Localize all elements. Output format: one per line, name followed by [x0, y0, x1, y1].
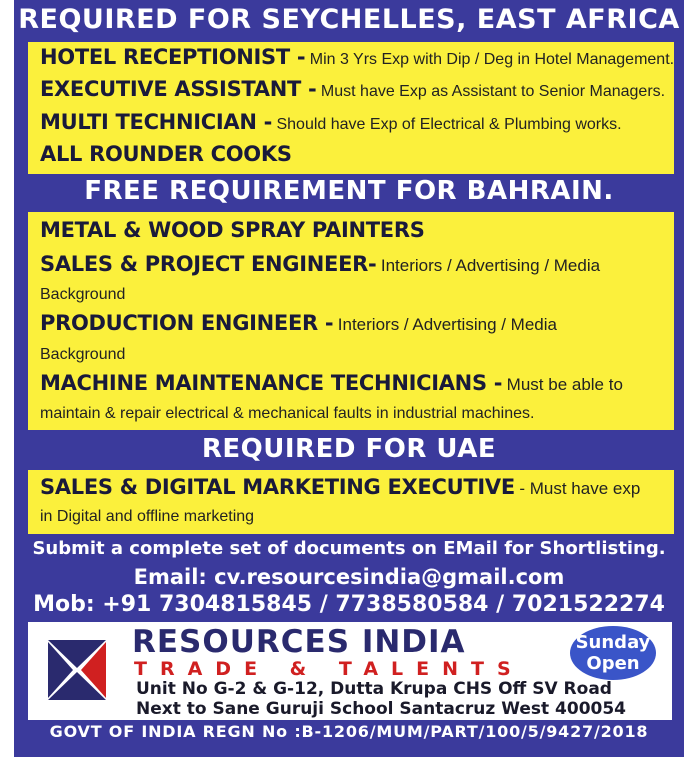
heading-seychelles: REQUIRED FOR SEYCHELLES, EAST AFRICA — [18, 4, 680, 35]
job-description: Must be able to — [506, 375, 623, 394]
job-title: MULTI TECHNICIAN - — [40, 110, 273, 134]
job-title: EXECUTIVE ASSISTANT - — [40, 77, 317, 101]
job-title: METAL & WOOD SPRAY PAINTERS — [40, 218, 425, 242]
job-description-cont: Background — [40, 346, 126, 363]
job-multi-technician — [40, 110, 622, 134]
job-hotel-receptionist — [40, 45, 674, 69]
job-title: ALL ROUNDER COOKS — [40, 142, 292, 166]
job-all-rounder-cooks — [40, 142, 292, 166]
heading-bahrain: FREE REQUIREMENT FOR BAHRAIN. — [84, 176, 614, 206]
company-name: RESOURCES INDIA — [132, 624, 466, 660]
job-description-cont: maintain & repair electrical & mechanical faults in industrial machines. — [40, 405, 535, 422]
heading-uae: REQUIRED FOR UAE — [201, 434, 497, 464]
badge-line-2: Open — [586, 653, 640, 674]
job-description: Must have Exp as Assistant to Senior Managers. — [320, 83, 666, 100]
company-block — [28, 622, 672, 720]
sunday-open-badge — [570, 626, 656, 680]
job-title: SALES & PROJECT ENGINEER- — [40, 252, 377, 276]
job-title: SALES & DIGITAL MARKETING EXECUTIVE — [40, 475, 515, 499]
contact-email[interactable]: Email: cv.resourcesindia@gmail.com — [133, 565, 565, 589]
job-spray-painters — [40, 218, 425, 242]
job-digital-marketing-exec — [40, 475, 640, 499]
contact-mobile[interactable]: Mob: +91 7304815845 / 7738580584 / 7021522274 — [33, 592, 665, 617]
badge-line-1: Sunday — [575, 632, 651, 653]
uae-jobs-box — [28, 470, 674, 534]
job-description-cont: in Digital and offline marketing — [40, 508, 255, 525]
job-title: MACHINE MAINTENANCE TECHNICIANS - — [40, 371, 503, 395]
job-machine-maintenance — [40, 371, 623, 395]
job-description: Interiors / Advertising / Media — [380, 256, 601, 275]
job-production-engineer — [40, 311, 557, 335]
job-poster — [14, 0, 684, 757]
company-tagline: TRADE & TALENTS — [134, 658, 524, 680]
resources-india-logo-icon — [46, 638, 108, 702]
job-executive-assistant — [40, 77, 665, 101]
job-description: - Must have exp — [519, 479, 641, 498]
job-description: Min 3 Yrs Exp with Dip / Deg in Hotel Management. — [309, 51, 675, 68]
address-line-2: Next to Sane Guruji School Santacruz West 400054 — [136, 699, 627, 719]
seychelles-jobs-box — [28, 42, 674, 174]
job-description-cont: Background — [40, 286, 126, 303]
job-sales-project-engineer — [40, 252, 600, 276]
submit-instructions: Submit a complete set of documents on EMail for Shortlisting. — [32, 538, 666, 559]
job-title: PRODUCTION ENGINEER - — [40, 311, 334, 335]
job-title: HOTEL RECEPTIONIST - — [40, 45, 306, 69]
job-description: Should have Exp of Electrical & Plumbing works. — [276, 116, 622, 133]
address-line-1: Unit No G-2 & G-12, Dutta Krupa CHS Off SV Road — [136, 679, 612, 699]
bahrain-jobs-box — [28, 212, 674, 430]
job-description: Interiors / Advertising / Media — [337, 315, 557, 334]
registration-number: GOVT OF INDIA REGN No :B-1206/MUM/PART/100/5/9427/2018 — [49, 722, 649, 741]
